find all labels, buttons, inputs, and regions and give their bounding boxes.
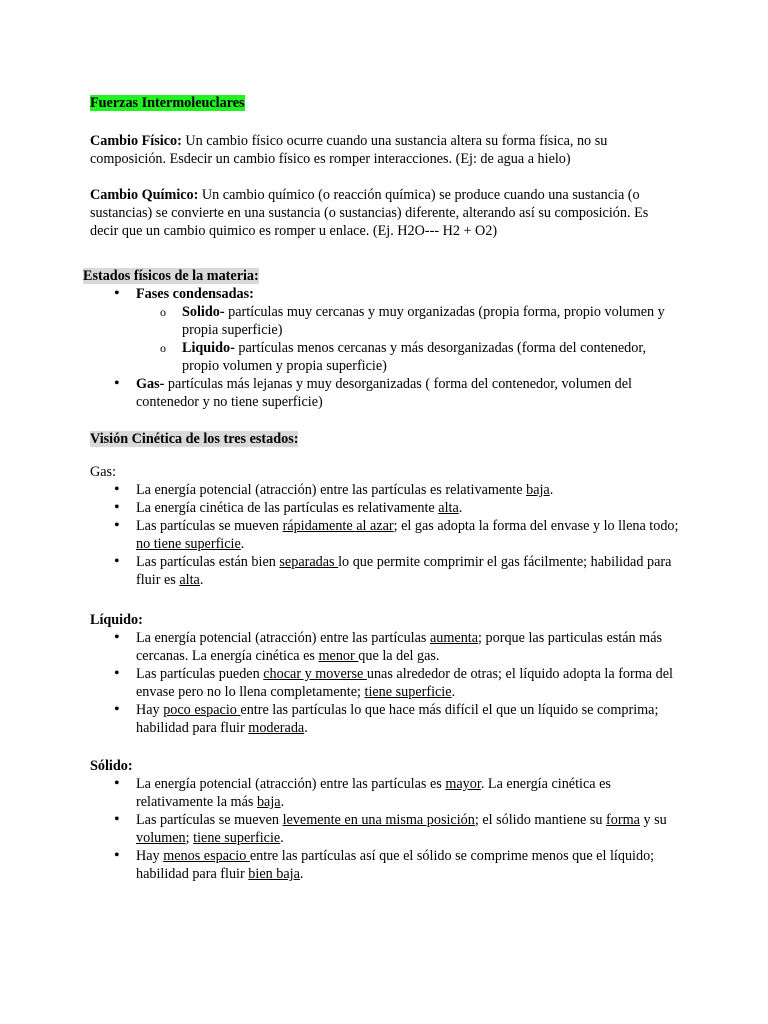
estados-section [83,267,673,411]
list-item-liquido [136,339,673,375]
list-item: • La energía cinética de las partículas es relativamente alta. [90,499,680,517]
liquido-text: partículas menos cercanas y más desorganizadas (forma del contenedor, propio volumen y propia superficie) [182,340,647,374]
list-item-gas [90,375,673,411]
list-item: • La energía potencial (atracción) entre las partículas es relativamente baja. [90,481,680,499]
cambio-fisico-label: Cambio Físico: [90,133,182,149]
gas-label: Gas- [136,376,165,392]
solido-section [90,757,680,883]
gas-heading: Gas: [90,464,117,480]
cambio-quimico-text: Un cambio químico (o reacción química) se produce cuando una sustancia (o sustancias) se convierte en una sustancia (o sustancias) diferente, alterando así su composición. Es decir que un cambio quimico es romper u enlace. (Ej. H2O--- H2 + O2) [90,187,649,239]
gas-text: partículas más lejanas y muy desorganizadas ( forma del contenedor, volumen del contenedor y no tiene superficie) [136,376,632,410]
list-item-fases [90,285,673,375]
liquido-label: Liquido- [182,340,235,356]
cambio-fisico-text: Un cambio físico ocurre cuando una sustancia altera su forma física, no su composición. Esdecir un cambio físico es romper interacciones. (Ej: de agua a hielo) [90,133,608,167]
cambio-quimico-paragraph [90,186,670,240]
vision-heading-block [90,430,670,448]
title-block [90,94,670,112]
vision-heading: Visión Cinética de los tres estados: [90,431,299,447]
liquido-heading: Líquido: [90,612,143,628]
list-item: • Las partículas se mueven rápidamente al azar; el gas adopta la forma del envase y lo llena todo; no tiene superficie. [90,517,680,553]
fases-label: Fases condensadas: [136,286,254,302]
list-item: • La energía potencial (atracción) entre las partículas aumenta; porque las particulas están más cercanas. La energía cinética es menor que la del gas. [90,629,680,665]
cambio-fisico-paragraph [90,132,670,168]
solido-text: partículas muy cercanas y muy organizadas (propia forma, propio volumen y propia superficie) [182,304,665,338]
list-item: • Las partículas están bien separadas lo que permite comprimir el gas fácilmente; habilidad para fluir es alta. [90,553,680,589]
list-item: • La energía potencial (atracción) entre las partículas es mayor. La energía cinética es relativamente la más baja. [90,775,680,811]
list-item: • Las partículas se mueven levemente en una misma posición; el sólido mantiene su forma y su volumen; tiene superficie. [90,811,680,847]
list-item-solido [136,303,673,339]
solido-heading: Sólido: [90,758,133,774]
list-item: • Las partículas pueden chocar y moverse unas alrededor de otras; el líquido adopta la forma del envase pero no lo llena completamente; tiene superficie. [90,665,680,701]
document-title: Fuerzas Intermoleuclares [90,95,245,111]
list-item: • Hay menos espacio entre las partículas así que el sólido se comprime menos que el líquido; habilidad para fluir bien baja. [90,847,680,883]
solido-label: Solido- [182,304,225,320]
list-item: • Hay poco espacio entre las partículas lo que hace más difícil el que un líquido se comprima; habilidad para fluir moderada. [90,701,680,737]
liquido-section [90,611,680,737]
estados-heading: Estados físicos de la materia: [83,268,259,284]
cambio-quimico-label: Cambio Químico: [90,187,199,203]
gas-section [90,463,680,589]
